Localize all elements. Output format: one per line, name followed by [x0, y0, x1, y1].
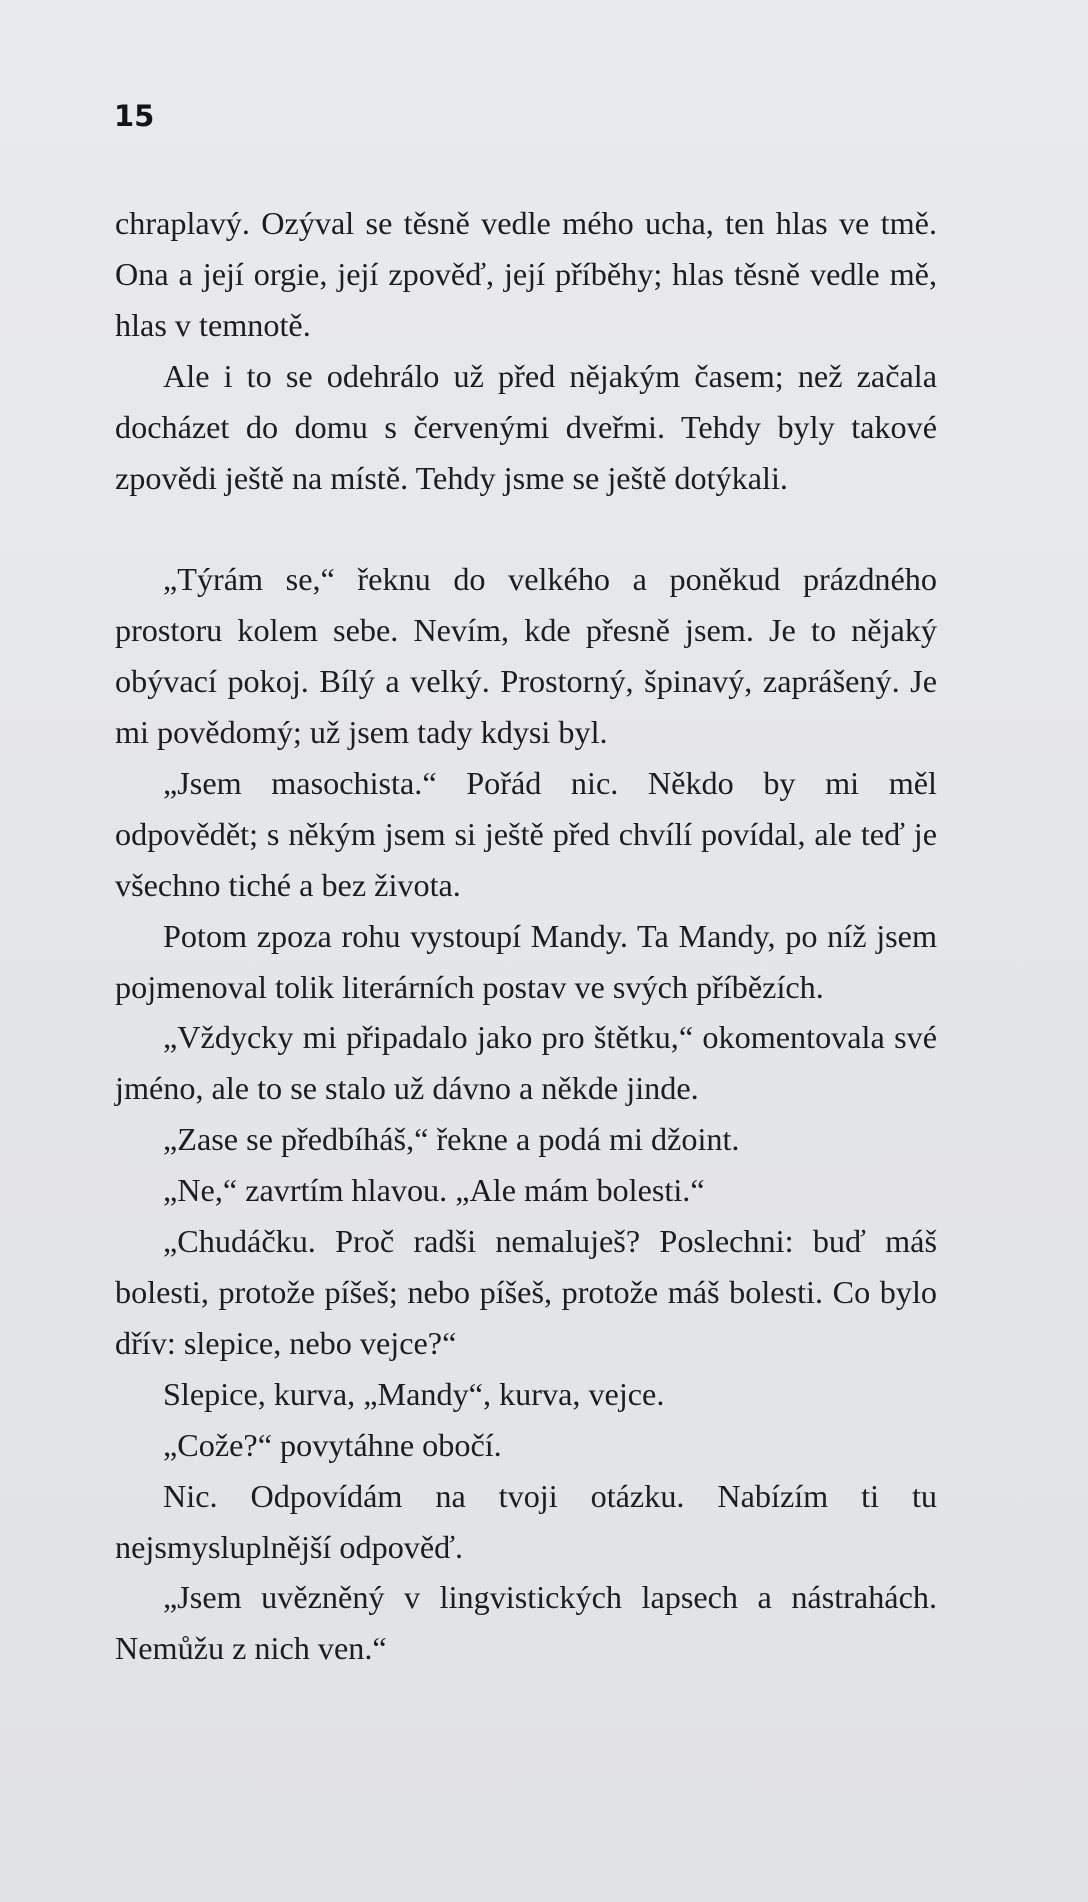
paragraph: „Týrám se,“ řeknu do velkého a poněkud prázdného prostoru kolem sebe. Nevím, kde přesně jsem. Je to nějaký obývací pokoj. Bílý a velký. Prostorný, špinavý, zaprášený. Je mi povědomý; už jsem tady kdysi byl. [115, 561, 937, 751]
paragraph: „Vždycky mi připadalo jako pro štětku,“ okomentovala své jméno, ale to se stalo už dávno a někde jinde. [115, 1019, 937, 1107]
paragraph: „Jsem uvězněný v lingvistických lapsech a nástrahách. Nemůžu z nich ven.“ [115, 1579, 937, 1667]
paragraph: „Ne,“ zavrtím hlavou. „Ale mám bolesti.“ [163, 1172, 705, 1209]
paragraph: „Chudáčku. Proč radši nemaluješ? Poslechni: buď máš bolesti, protože píšeš; nebo píšeš, protože máš bolesti. Co bylo dřív: slepice, nebo vejce?“ [115, 1223, 937, 1361]
paragraph: „Cože?“ povytáhne obočí. [163, 1426, 502, 1463]
paragraph: „Jsem masochista.“ Pořád nic. Někdo by mi měl odpovědět; s někým jsem si ještě před chvílí povídal, ale teď je všechno tiché a bez života. [115, 764, 937, 903]
paragraph: Ale i to se odehrálo už před nějakým časem; než začala docházet do domu s červenými dveřmi. Tehdy byly takové zpovědi ještě na místě. Tehdy jsme se ještě dotýkali. [115, 357, 937, 496]
paragraph: Nic. Odpovídám na tvoji otázku. Nabízím ti tu nejsmysluplnější odpověď. [115, 1477, 937, 1565]
paragraph: „Zase se předbíháš,“ řekne a podá mi džoint. [163, 1121, 740, 1158]
body-text [115, 198, 937, 1674]
paragraph: Slepice, kurva, „Mandy“, kurva, vejce. [163, 1375, 665, 1412]
paragraph: Potom zpoza rohu vystoupí Mandy. Ta Mandy, po níž jsem pojmenoval tolik literárních postav ve svých příbězích. [115, 917, 937, 1005]
paragraph: chraplavý. Ozýval se těsně vedle mého ucha, ten hlas ve tmě. Ona a její orgie, její zpověď, její příběhy; hlas těsně vedle mě, hlas v temnotě. [115, 205, 937, 343]
page-number: 15 [114, 99, 155, 133]
